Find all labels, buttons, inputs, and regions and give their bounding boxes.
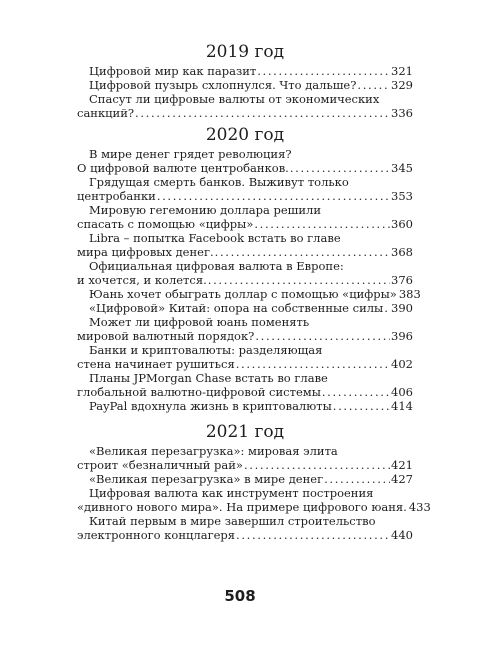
toc-entry-text: Цифровой пузырь схлопнулся. Что дальше? [89, 78, 357, 92]
toc-entry-line [77, 486, 413, 500]
toc-page-number: 376 [391, 273, 413, 287]
toc-page-number: 402 [391, 357, 413, 371]
section-heading: 2019 год [205, 42, 285, 62]
dot-leader [333, 399, 390, 413]
toc-entry[interactable] [77, 64, 413, 78]
toc-entry[interactable] [77, 287, 421, 301]
toc-entry-line [77, 287, 421, 301]
toc-entry-line [77, 259, 413, 273]
section-heading: 2021 год [205, 422, 285, 442]
table-of-contents [77, 40, 431, 542]
toc-entry-line [77, 444, 413, 458]
dot-leader [208, 273, 390, 287]
dot-leader [215, 245, 390, 259]
toc-entry-line [77, 343, 413, 357]
toc-entry-line [77, 64, 413, 78]
toc-entry[interactable] [77, 315, 413, 343]
toc-entry-text: «Великая перезагрузка»: мировая элита [89, 444, 338, 458]
dot-leader [384, 301, 390, 315]
toc-entry-text: Планы JPMorgan Chase встать во главе [89, 371, 328, 385]
toc-page-number: 396 [391, 329, 413, 343]
toc-entry[interactable] [77, 203, 413, 231]
toc-entry[interactable] [77, 231, 413, 259]
toc-entry-line [77, 514, 413, 528]
toc-entry-text: «Великая перезагрузка» в мире денег [89, 472, 324, 486]
toc-entry-text: и хочется, и колется. [77, 273, 207, 287]
toc-entry[interactable] [77, 472, 413, 486]
dot-leader [322, 385, 390, 399]
toc-entry-text: электронного концлагеря [77, 528, 236, 542]
toc-entry[interactable] [77, 371, 413, 399]
toc-entry-line [77, 147, 413, 161]
section-heading: 2020 год [205, 125, 285, 145]
dot-leader [135, 106, 390, 120]
toc-entry-text: «дивного нового мира». На примере цифрового юаня. [77, 500, 407, 514]
toc-page-number: 383 [398, 287, 421, 301]
toc-entry[interactable] [77, 399, 413, 413]
toc-entry-line [77, 217, 413, 231]
toc-entry-line [77, 106, 413, 120]
toc-page-number: 427 [391, 472, 413, 486]
toc-page-number: 368 [391, 245, 413, 259]
toc-page-number: 406 [391, 385, 413, 399]
toc-entry-text: «Цифровой» Китай: опора на собственные силы [89, 301, 384, 315]
toc-entry-line [77, 500, 431, 514]
toc-entry[interactable] [77, 147, 413, 175]
toc-page-number: 440 [391, 528, 413, 542]
toc-entry[interactable] [77, 92, 413, 120]
toc-entry-line [77, 161, 413, 175]
toc-page-number: 360 [391, 217, 413, 231]
toc-entry-text: спасать с помощью «цифры» [77, 217, 254, 231]
toc-entry[interactable] [77, 301, 413, 315]
toc-entry[interactable] [77, 486, 431, 514]
toc-entry[interactable] [77, 514, 413, 542]
toc-entry-text: PayPal вдохнула жизнь в криптовалюты [89, 399, 332, 413]
page-number: 508 [224, 587, 256, 605]
dot-leader [236, 528, 390, 542]
toc-entry-line [77, 458, 413, 472]
toc-entry-line [77, 399, 413, 413]
toc-entry-text: В мире денег грядет революция? [89, 147, 292, 161]
toc-entry-text: Банки и криптовалюты: разделяющая [89, 343, 323, 357]
toc-entry-text: Цифровой мир как паразит [89, 64, 257, 78]
dot-leader [357, 78, 390, 92]
toc-entry-line [77, 245, 413, 259]
toc-entry-line [77, 301, 413, 315]
toc-entry-line [77, 528, 413, 542]
toc-entry-line [77, 231, 413, 245]
toc-entry-line [77, 329, 413, 343]
toc-entry-text: стена начинает рушиться [77, 357, 235, 371]
dot-leader [157, 189, 390, 203]
toc-page-number: 353 [391, 189, 413, 203]
toc-entry-text: Мировую гегемонию доллара решили [89, 203, 321, 217]
toc-entry-line [77, 371, 413, 385]
dot-leader [244, 458, 390, 472]
toc-entry-line [77, 385, 413, 399]
toc-entry-line [77, 175, 413, 189]
dot-leader [255, 329, 390, 343]
toc-entry-text: санкций? [77, 106, 135, 120]
toc-entry-line [77, 472, 413, 486]
toc-page-number: 321 [391, 64, 413, 78]
toc-entry-line [77, 203, 413, 217]
toc-entry-text: Официальная цифровая валюта в Европе: [89, 259, 344, 273]
toc-page-number: 433 [408, 500, 431, 514]
toc-entry[interactable] [77, 259, 413, 287]
toc-entry[interactable] [77, 343, 413, 371]
toc-entry-line [77, 273, 413, 287]
toc-entry[interactable] [77, 78, 413, 92]
toc-entry-line [77, 92, 413, 106]
dot-leader [290, 161, 390, 175]
toc-entry-text: глобальной валютно-цифровой системы [77, 385, 321, 399]
toc-entry-text: Libra – попытка Facebook встать во главе [89, 231, 341, 245]
toc-entry-line [77, 357, 413, 371]
dot-leader [254, 217, 390, 231]
toc-entry-text: О цифровой валюте центробанков. [77, 161, 289, 175]
toc-entry-text: Спасут ли цифровые валюты от экономических [89, 92, 380, 106]
toc-entry-text: Грядущая смерть банков. Выживут только [89, 175, 349, 189]
dot-leader [236, 357, 390, 371]
toc-entry-text: строит «безналичный рай» [77, 458, 243, 472]
toc-entry-text: Юань хочет обыграть доллар с помощью «цифры» [89, 287, 397, 301]
toc-page-number: 414 [391, 399, 413, 413]
toc-page-number: 345 [391, 161, 413, 175]
toc-page-number: 390 [391, 301, 413, 315]
toc-entry-text: мировой валютный порядок? [77, 329, 255, 343]
toc-entry-line [77, 189, 413, 203]
toc-entry-text: Может ли цифровой юань поменять [89, 315, 310, 329]
toc-entry-text: Китай первым в мире завершил строительство [89, 514, 376, 528]
toc-entry-text: Цифровая валюта как инструмент построения [89, 486, 374, 500]
toc-page-number: 329 [391, 78, 413, 92]
dot-leader [324, 472, 390, 486]
toc-page-number: 421 [391, 458, 413, 472]
dot-leader [257, 64, 390, 78]
toc-entry[interactable] [77, 444, 413, 472]
toc-entry-line [77, 78, 413, 92]
toc-entry[interactable] [77, 175, 413, 203]
toc-entry-text: мира цифровых денег. [77, 245, 214, 259]
toc-page-number: 336 [391, 106, 413, 120]
toc-entry-line [77, 315, 413, 329]
toc-entry-text: центробанки [77, 189, 156, 203]
